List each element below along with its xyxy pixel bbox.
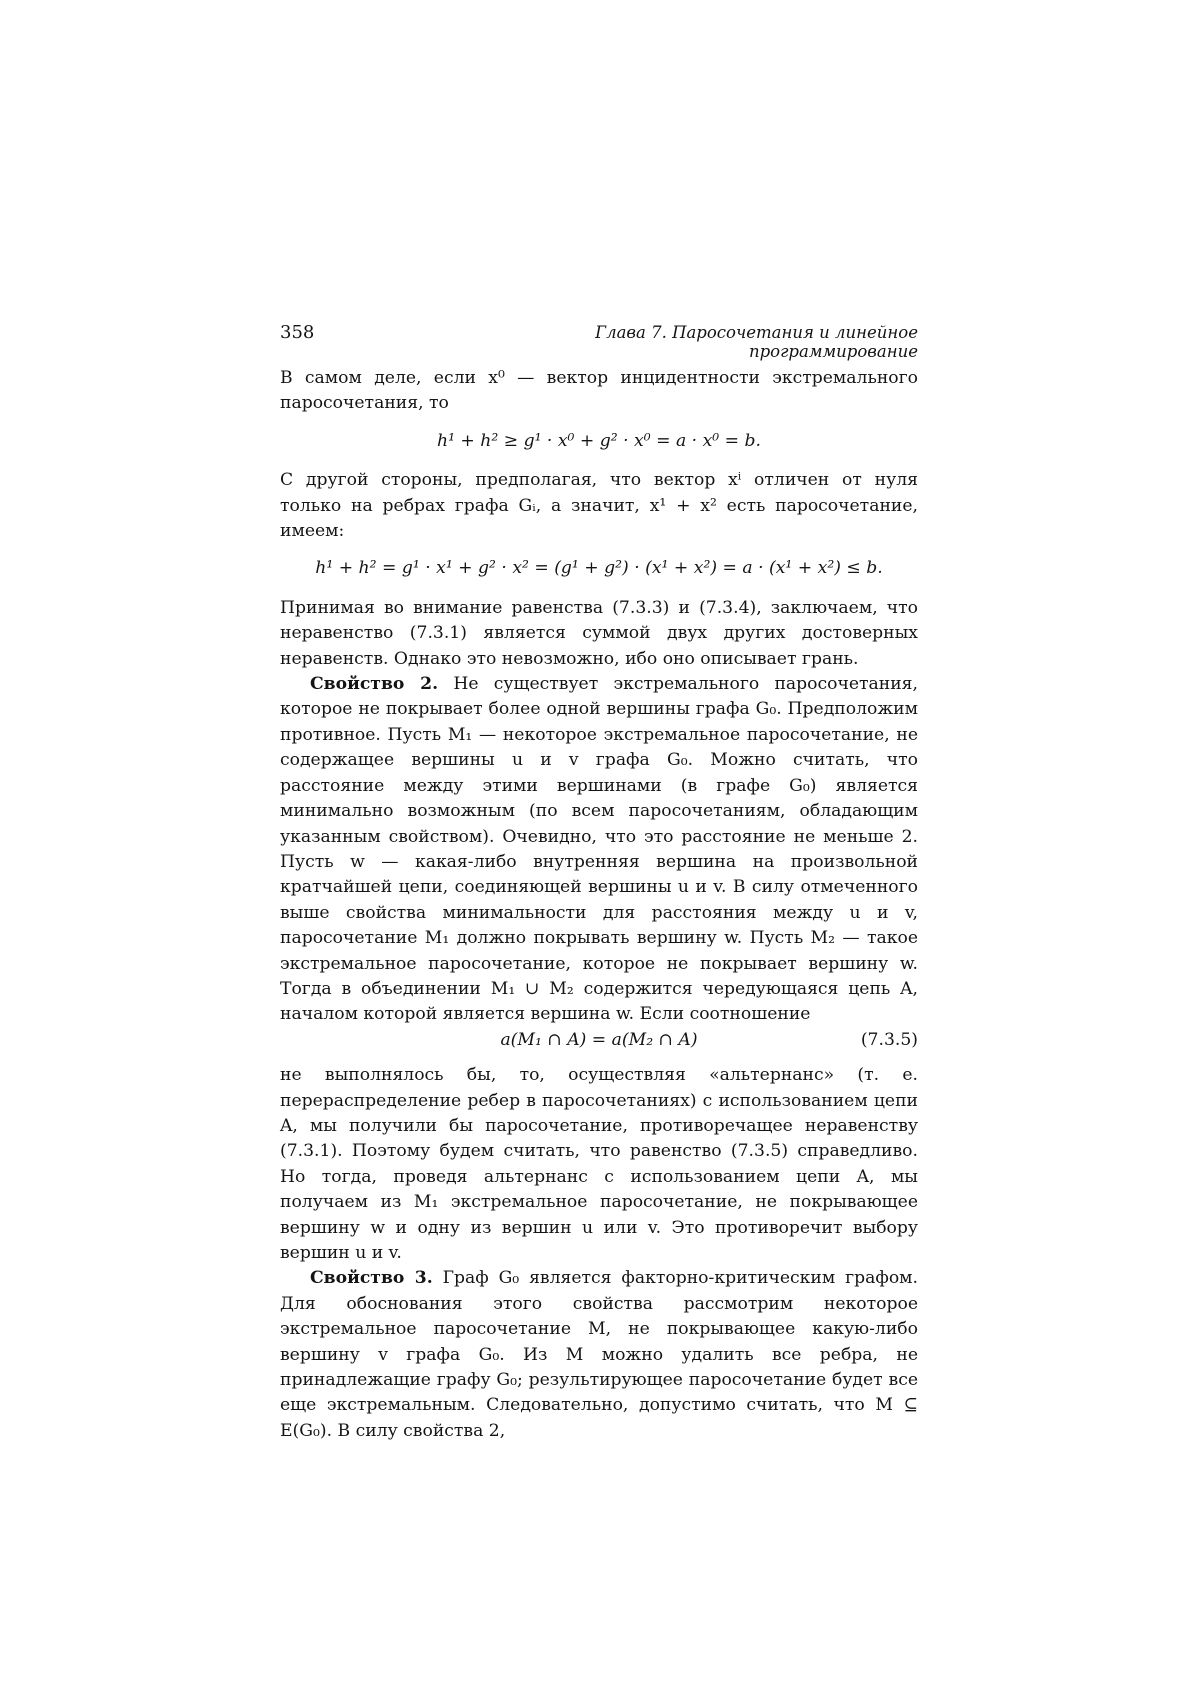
running-head <box>280 322 918 361</box>
property-2-text: Не существует экстремального паросочетания, которое не покрывает более одной вершины графа G₀. Предположим противное. Пусть M₁ — некоторое экстремальное паросочетание, не содержащее вершины u и v графа G₀. Можно считать, что расстояние между этими вершинами (в графе G₀) является минимально возможным (по всем паросочетаниям, обладающим указанным свойством). Очевидно, что это расстояние не меньше 2. Пусть w — какая-либо внутренняя вершина на произвольной кратчайшей цепи, соединяющей вершины u и v. В силу отмеченного выше свойства минимальности для расстояния между u и v, паросочетание M₁ должно покрывать вершину w. Пусть M₂ — такое экстремальное паросочетание, которое не покрывает вершину w. Тогда в объединении M₁ ∪ M₂ содержится чередующаяся цепь A, началом которой является вершина w. Если соотношение <box>280 674 918 1025</box>
body-text <box>280 366 918 1444</box>
paragraph-3: Принимая во внимание равенства (7.3.3) и (7.3.4), заключаем, что неравенство (7.3.1) является суммой двух других достоверных неравенств. Однако это невозможно, ибо оно описывает грань. <box>280 597 918 669</box>
formula-3-expression: a(M₁ ∩ A) = a(M₂ ∩ A) <box>500 1029 698 1050</box>
paragraph-1: В самом деле, если x⁰ — вектор инцидентности экстремального паросочетания, то <box>280 368 918 414</box>
page-number: 358 <box>280 322 315 343</box>
paragraph-5: не выполнялось бы, то, осуществляя «альтернанс» (т. е. перераспределение ребер в паросочетаниях) с использованием цепи A, мы получили бы паросочетание, противоречащее неравенству (7.3.1). Поэтому будем считать, что равенство (7.3.5) справедливо. Но тогда, проведя альтернанс с использованием цепи A, мы получаем из M₁ экстремальное паросочетание, не покрывающее вершину w и одну из вершин u или v. Это противоречит выбору вершин u и v. <box>280 1065 918 1263</box>
formula-1: h¹ + h² ≥ g¹ · x⁰ + g² · x⁰ = a · x⁰ = b. <box>437 430 761 451</box>
paragraph-2: С другой стороны, предполагая, что вектор xⁱ отличен от нуля только на ребрах графа Gᵢ, а значит, x¹ + x² есть паросочетание, имеем: <box>280 470 918 542</box>
equation-number: (7.3.5) <box>860 1029 918 1050</box>
paragraph-property-3 <box>280 1266 918 1444</box>
paragraph-property-2 <box>280 672 918 1028</box>
property-2-heading: Свойство 2. <box>310 674 439 695</box>
property-3-heading: Свойство 3. <box>310 1268 433 1289</box>
book-page <box>280 322 918 1444</box>
formula-3 <box>280 1028 918 1053</box>
formula-2: h¹ + h² = g¹ · x¹ + g² · x² = (g¹ + g²) · (x¹ + x²) = a · (x¹ + x²) ≤ b. <box>315 558 883 579</box>
property-3-text: Граф G₀ является факторно-критическим графом. Для обоснования этого свойства рассмотрим некоторое экстремальное паросочетание M, не покрывающее какую-либо вершину v графа G₀. Из M можно удалить все ребра, не принадлежащие графу G₀; результирующее паросочетание будет все еще экстремальным. Следовательно, допустимо считать, что M ⊆ E(G₀). В силу свойства 2, <box>280 1268 918 1441</box>
chapter-title: Глава 7. Паросочетания и линейное программирование <box>595 323 918 361</box>
